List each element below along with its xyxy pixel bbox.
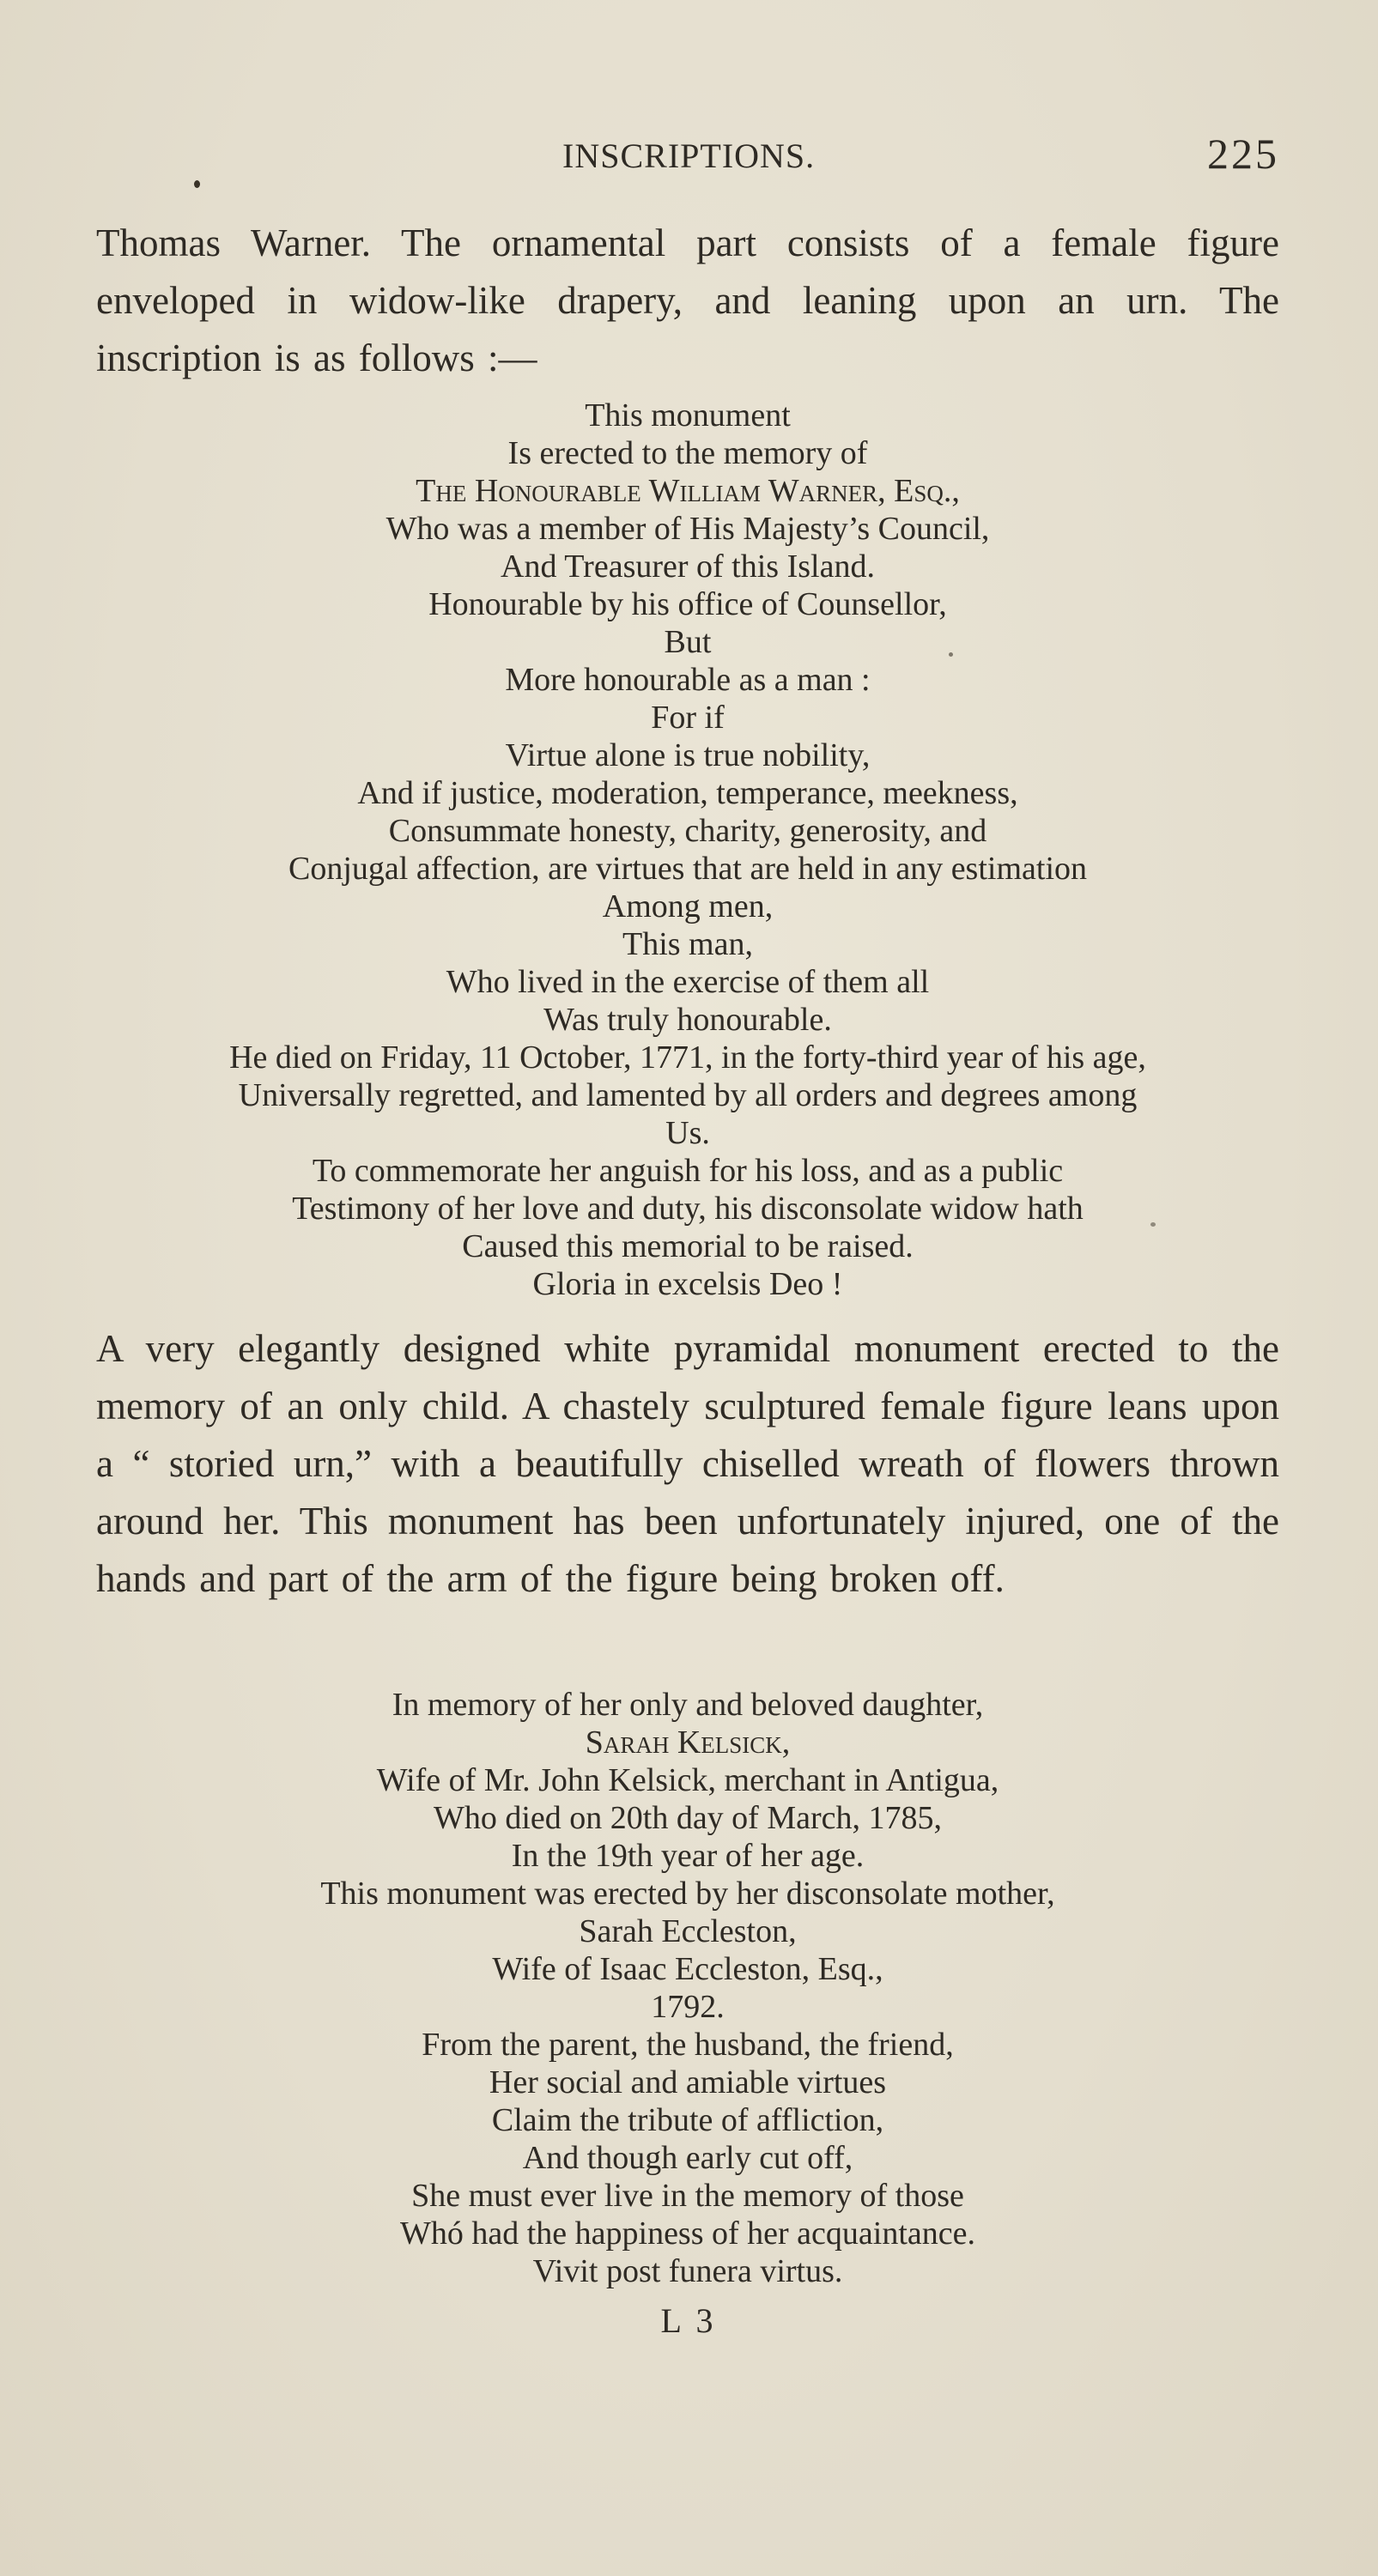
inscription-line: Honourable by his office of Counsellor, (428, 586, 947, 622)
inscription-line: This monument (585, 397, 791, 433)
inscription-line: He died on Friday, 11 October, 1771, in the forty-third year of his age, (229, 1039, 1146, 1076)
inscription-line: In memory of her only and beloved daughter, (392, 1687, 984, 1723)
inscription-warner (96, 397, 1279, 1303)
inscription-line: From the parent, the husband, the friend, (422, 2027, 954, 2063)
inscription-line: Universally regretted, and lamented by all orders and degrees among (238, 1077, 1138, 1113)
inscription-line: 1792. (651, 1989, 725, 2025)
running-title: INSCRIPTIONS. (562, 136, 816, 175)
inscription-line: In the 19th year of her age. (511, 1838, 865, 1874)
inscription-line: Sarah Eccleston, (579, 1913, 797, 1949)
inscription-line-honoree: Sarah Kelsick, (585, 1724, 791, 1761)
inscription-line: Among men, (602, 888, 774, 924)
inscription-line: And though early cut off, (522, 2140, 853, 2176)
inscription-line-honoree: The Honourable William Warner, Esq., (416, 473, 960, 509)
inscription-line: For if (651, 700, 725, 736)
inscription-line: Us. (665, 1115, 710, 1151)
inscription-line: Who lived in the exercise of them all (446, 964, 930, 1000)
inscription-line: Gloria in excelsis Deo ! (532, 1266, 843, 1302)
inscription-line: Testimony of her love and duty, his disconsolate widow hath (292, 1191, 1084, 1227)
inscription-line: Wife of Isaac Eccleston, Esq., (492, 1951, 883, 1987)
inscription-line: She must ever live in the memory of those (411, 2178, 964, 2214)
inscription-line: Her social and amiable virtues (489, 2064, 887, 2100)
inscription-line: Whó had the happiness of her acquaintance. (399, 2215, 975, 2252)
inscription-line: Consummate honesty, charity, generosity, and (388, 813, 987, 849)
inscription-line: Claim the tribute of affliction, (491, 2102, 884, 2138)
inscription-line: Vivit post funera virtus. (532, 2253, 843, 2289)
paragraph-kelsick-description: A very elegantly designed white pyramidal monument erected to the memory of an only child. A chastely sculptured female figure leans upon a “ storied urn,” with a beautifully chiselled wreath of flowers thrown around her. This monument has been unfortunately injured, one of the hands and part of the arm of the figure being broken off. (96, 1327, 1279, 1600)
inscription-line: Who died on 20th day of March, 1785, (433, 1800, 943, 1836)
inscription-line: Wife of Mr. John Kelsick, merchant in Antigua, (376, 1762, 999, 1798)
inscription-line: This man, (622, 926, 753, 962)
paper-speck (1150, 1222, 1156, 1227)
inscription-line: But (664, 624, 712, 660)
paper-speck (949, 652, 953, 657)
inscription-line: Virtue alone is true nobility, (505, 737, 871, 773)
inscription-kelsick (96, 1686, 1279, 2290)
running-head (94, 129, 1279, 180)
inscription-line: And Treasurer of this Island. (501, 549, 875, 585)
inscription-line: Is erected to the memory of (507, 435, 868, 471)
inscription-line: More honourable as a man : (505, 662, 871, 698)
printer-signature-mark: L 3 (660, 2301, 717, 2340)
inscription-line: Caused this memorial to be raised. (462, 1228, 914, 1264)
paragraph-warner-description: Thomas Warner. The ornamental part consists of a female figure enveloped in widow-like drapery, and leaning upon an urn. The inscription is as follows :— (96, 221, 1279, 379)
inscription-line: And if justice, moderation, temperance, meekness, (357, 775, 1018, 811)
inscription-line: Was truly honourable. (543, 1002, 832, 1038)
inscription-line: Conjugal affection, are virtues that are held in any estimation (288, 851, 1087, 887)
inscription-line: This monument was erected by her disconsolate mother, (320, 1876, 1055, 1912)
paper-speck (194, 180, 200, 188)
page-number: 225 (1207, 130, 1279, 178)
inscription-line: Who was a member of His Majesty’s Council, (385, 511, 990, 547)
inscription-line: To commemorate her anguish for his loss, and as a public (312, 1153, 1064, 1189)
